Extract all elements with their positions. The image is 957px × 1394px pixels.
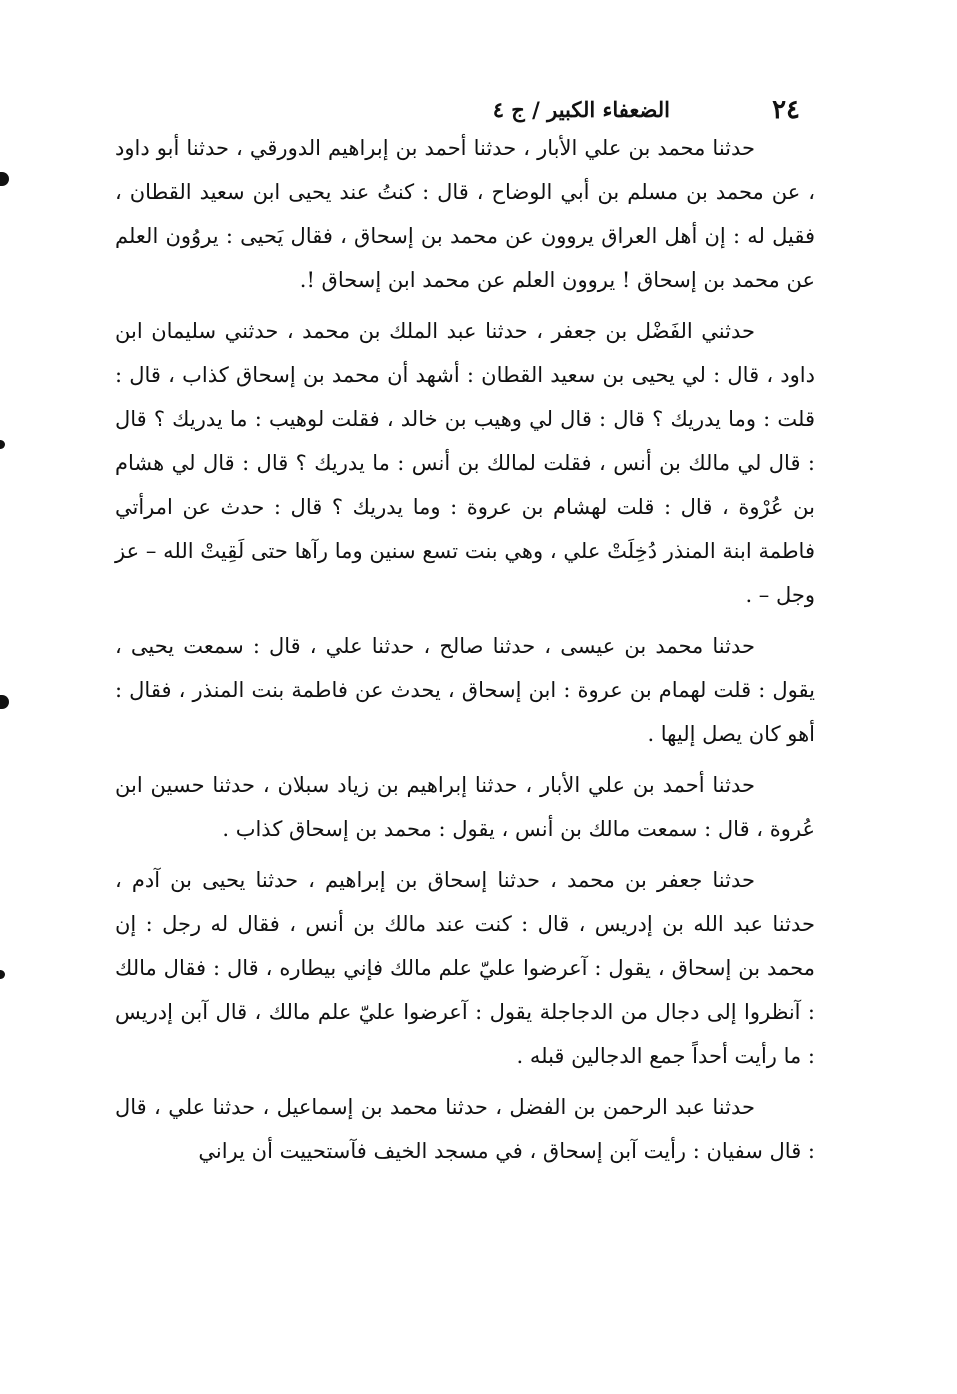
- paragraph-5: حدثنا جعفر بن محمد ، حدثنا إسحاق بن إبراهيم ، حدثنا يحيى بن آدم ، حدثنا عبد الله بن إدريس ، قال : كنت عند مالك بن أنس ، فقال له رجل : إن محمد بن إسحاق ، يقول : آعرضوا عليّ علم مالك فإني بيطاره ، قال : فقال مالك : آنظروا إلى دجال من الدجاجلة يقول : آعرضوا عليّ علم مالك ، قال آبن إدريس : ما رأيت أحداً جمع الدجالين قبله .: [115, 868, 815, 1068]
- scan-edge-mark: [0, 440, 5, 449]
- scan-edge-mark: [0, 172, 9, 186]
- paragraph-2: حدثني الفَضْل بن جعفر ، حدثنا عبد الملك بن محمد ، حدثني سليمان ابن داود ، قال : لي يحيى بن سعيد القطان : أشهد أن محمد بن إسحاق كذاب ، قال : قلت : وما يدريك ؟ قال : قال لي وهيب بن خالد ، فقلت لوهيب : ما يدريك ؟ قال : قال لي مالك بن أنس ، فقلت لمالك بن أنس : ما يدريك ؟ قال : قال لي هشام بن عُرْوة ، قال : قلت لهشام بن عروة : وما يدريك ؟ قال : حدث عن امرأتي فاطمة ابنة المنذر دُخِلَتْ علي ، وهي بنت تسع سنين وما رآها حتى لَقِيتْ الله – عز وجل – .: [115, 319, 815, 607]
- page-header: [120, 92, 820, 128]
- main-text: [115, 126, 815, 1180]
- paragraph-4: حدثنا أحمد بن علي الأبار ، حدثنا إبراهيم بن زياد سبلان ، حدثنا حسين ابن عُروة ، قال : سمعت مالك بن أنس ، يقول : محمد بن إسحاق كذاب .: [115, 773, 815, 841]
- running-title: الضعفاء الكبير / ج ٤: [492, 97, 670, 122]
- scan-edge-mark: [0, 970, 5, 979]
- paragraph-1: حدثنا محمد بن علي الأبار ، حدثنا أحمد بن إبراهيم الدورقي ، حدثنا أبو داود ، عن محمد بن مسلم بن أبي الوضاح ، قال : كنتُ عند يحيى ابن سعيد القطان ، فقيل له : إن أهل العراق يروون عن محمد بن إسحاق ، فقال يَحيى : يروُون العلم عن محمد بن إسحاق ! يروون العلم عن محمد ابن إسحاق !.: [115, 136, 815, 292]
- page-number: ٢٤: [772, 95, 800, 125]
- scan-edge-mark: [0, 695, 9, 709]
- paragraph-6: حدثنا عبد الرحمن بن الفضل ، حدثنا محمد بن إسماعيل ، حدثنا علي ، قال : قال سفيان : رأيت آبن إسحاق ، في مسجد الخيف فآستحييت أن يراني: [115, 1095, 815, 1163]
- paragraph-3: حدثنا محمد بن عيسى ، حدثنا صالح ، حدثنا علي ، قال : سمعت يحيى ، يقول : قلت لهمام بن عروة : ابن إسحاق ، يحدث عن فاطمة بنت المنذر ، فقال : أهو كان يصل إليها .: [115, 634, 815, 746]
